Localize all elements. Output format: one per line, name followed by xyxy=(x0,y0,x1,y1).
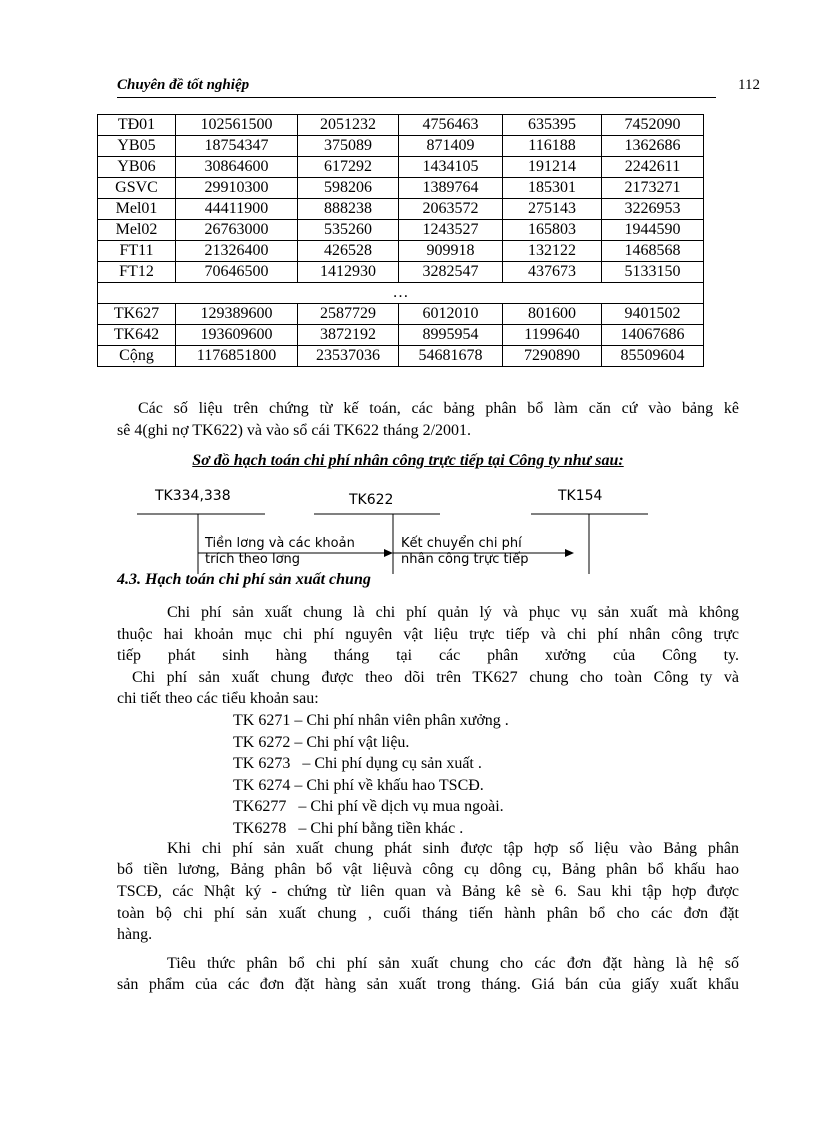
table-ellipsis: … xyxy=(98,283,704,304)
table-cell-code: YB05 xyxy=(98,136,176,157)
table-row xyxy=(98,241,704,262)
table-cell-value: 1243527 xyxy=(399,220,503,241)
allocation-line-2: bổ tiền lương, Bảng phân bổ vật liệuvà công cụ dông cụ, Bảng phân bổ khấu hao xyxy=(117,861,739,878)
table-cell-value: 535260 xyxy=(298,220,399,241)
table-cell-code: FT12 xyxy=(98,262,176,283)
tracking-line-2: chi tiết theo các tiểu khoản sau: xyxy=(117,690,319,707)
allocation-line-1: Khi chi phí sản xuất chung phát sinh được tập hợp số liệu vào Bảng phân xyxy=(167,840,739,857)
table-cell-value: 4756463 xyxy=(399,115,503,136)
account-label-tk622: TK622 xyxy=(349,492,394,508)
list-item: TK 6273 – Chi phí dụng cụ sản xuất . xyxy=(233,755,482,773)
table-cell-value: 3872192 xyxy=(298,325,399,346)
table-row xyxy=(98,325,704,346)
table-cell-value: 1199640 xyxy=(503,325,602,346)
table-cell-value: 801600 xyxy=(503,304,602,325)
table-cell-value: 14067686 xyxy=(602,325,704,346)
allocation-line-4: toàn bộ chi phí sản xuất chung , cuối tháng tiến hành phân bổ cho các đơn đặt xyxy=(117,905,739,922)
criteria-line-2: sản phẩm của các đơn đặt hàng sản xuất trong tháng. Giá bán của giấy xuất khẩu xyxy=(117,976,739,993)
table-cell-value: 1362686 xyxy=(602,136,704,157)
table-cell-value: 85509604 xyxy=(602,346,704,367)
arrow-2-label-line-1: Kết chuyển chi phí xyxy=(401,536,522,551)
table-cell-value: 132122 xyxy=(503,241,602,262)
table-ellipsis-body xyxy=(98,283,704,304)
table-cell-value: 54681678 xyxy=(399,346,503,367)
table-cell-code: Mel02 xyxy=(98,220,176,241)
table-cell-value: 2063572 xyxy=(399,199,503,220)
table-cell-value: 18754347 xyxy=(176,136,298,157)
table-row xyxy=(98,178,704,199)
table-cell-value: 617292 xyxy=(298,157,399,178)
table-cell-value: 5133150 xyxy=(602,262,704,283)
arrow-head-1 xyxy=(384,549,393,557)
table-cell-value: 23537036 xyxy=(298,346,399,367)
table-cell-value: 7452090 xyxy=(602,115,704,136)
tracking-line-1: Chi phí sản xuất chung được theo dõi trên TK627 chung cho toàn Công ty và xyxy=(132,669,739,686)
table-row xyxy=(98,346,704,367)
table-cell-value: 3282547 xyxy=(399,262,503,283)
table-cell-value: 1434105 xyxy=(399,157,503,178)
list-item: TK 6271 – Chi phí nhân viên phân xưởng . xyxy=(233,712,509,729)
table-cell-value: 1412930 xyxy=(298,262,399,283)
table-cell-value: 888238 xyxy=(298,199,399,220)
diagram-title: Sơ đồ hạch toán chi phí nhân công trực tiếp tại Công ty như sau: xyxy=(192,452,624,469)
table-cell-value: 2051232 xyxy=(298,115,399,136)
table-cell-value: 26763000 xyxy=(176,220,298,241)
intro-line-1: Các số liệu trên chứng từ kế toán, các bảng phân bổ làm căn cứ vào bảng kê xyxy=(138,400,739,417)
table-cell-value: 635395 xyxy=(503,115,602,136)
cost-allocation-table xyxy=(97,114,704,367)
table-cell-value: 102561500 xyxy=(176,115,298,136)
definition-line-1: Chi phí sản xuất chung là chi phí quản lý và phục vụ sản xuất mà không xyxy=(167,604,739,621)
table-cell-value: 3226953 xyxy=(602,199,704,220)
table-row xyxy=(98,262,704,283)
table-cell-value: 598206 xyxy=(298,178,399,199)
table-cell-value: 1944590 xyxy=(602,220,704,241)
arrow-1-label-line-2: trích theo lơng xyxy=(205,552,301,567)
account-label-tk154: TK154 xyxy=(558,488,603,504)
page-number: 112 xyxy=(738,77,760,93)
table-cell-value: 426528 xyxy=(298,241,399,262)
table-cell-code: Cộng xyxy=(98,346,176,367)
document-title: Chuyên đề tốt nghiệp xyxy=(117,77,250,93)
allocation-line-3: TSCĐ, các Nhật ký - chứng từ liên quan và Bảng kê sè 6. Sau khi tập hợp được xyxy=(117,883,739,900)
table-cell-value: 165803 xyxy=(503,220,602,241)
table-row xyxy=(98,136,704,157)
table-row xyxy=(98,304,704,325)
table-cell-value: 2173271 xyxy=(602,178,704,199)
table-cell-code: YB06 xyxy=(98,157,176,178)
list-item: TK6278 – Chi phí bằng tiền khác . xyxy=(233,819,464,837)
table-cell-value: 29910300 xyxy=(176,178,298,199)
table-cell-value: 871409 xyxy=(399,136,503,157)
table-row xyxy=(98,115,704,136)
table-cell-value: 1389764 xyxy=(399,178,503,199)
definition-line-3: tiếp phát sinh hàng tháng tại các phân xưởng của Công ty. xyxy=(117,647,739,664)
table-body-bottom xyxy=(98,304,704,367)
table-cell-value: 9401502 xyxy=(602,304,704,325)
table-body-top xyxy=(98,115,704,283)
table-cell-value: 2587729 xyxy=(298,304,399,325)
table-cell-code: TĐ01 xyxy=(98,115,176,136)
table-cell-value: 7290890 xyxy=(503,346,602,367)
table-cell-value: 185301 xyxy=(503,178,602,199)
sub-account-list xyxy=(233,710,509,840)
table-row-ellipsis xyxy=(98,283,704,304)
header-divider xyxy=(117,97,716,98)
table-cell-value: 44411900 xyxy=(176,199,298,220)
table-cell-value: 6012010 xyxy=(399,304,503,325)
section-heading: 4.3. Hạch toán chi phí sản xuất chung xyxy=(117,571,371,588)
table-cell-value: 2242611 xyxy=(602,157,704,178)
account-label-tk334-338: TK334,338 xyxy=(155,488,231,504)
table-cell-value: 1468568 xyxy=(602,241,704,262)
table-cell-code: FT11 xyxy=(98,241,176,262)
list-item: TK 6272 – Chi phí vật liệu. xyxy=(233,733,410,751)
table-row xyxy=(98,199,704,220)
table-cell-value: 70646500 xyxy=(176,262,298,283)
allocation-line-5: hàng. xyxy=(117,926,153,943)
definition-line-2: thuộc hai khoản mục chi phí nguyên vật liệu trực tiếp và chi phí nhân công trực xyxy=(117,626,739,643)
table-cell-code: GSVC xyxy=(98,178,176,199)
table-cell-value: 21326400 xyxy=(176,241,298,262)
table-cell-value: 116188 xyxy=(503,136,602,157)
table-cell-value: 909918 xyxy=(399,241,503,262)
table-cell-value: 129389600 xyxy=(176,304,298,325)
arrow-1-label-line-1: Tiền lơng và các khoản xyxy=(205,536,355,551)
table-cell-value: 8995954 xyxy=(399,325,503,346)
table-row xyxy=(98,220,704,241)
table-cell-value: 1176851800 xyxy=(176,346,298,367)
table-cell-value: 437673 xyxy=(503,262,602,283)
arrow-head-2 xyxy=(565,549,574,557)
table-cell-code: Mel01 xyxy=(98,199,176,220)
arrow-2-label-line-2: nhân công trực tiếp xyxy=(401,552,529,567)
table-row xyxy=(98,157,704,178)
list-item: TK 6274 – Chi phí về khấu hao TSCĐ. xyxy=(233,776,484,794)
table-cell-code: TK642 xyxy=(98,325,176,346)
table-cell-value: 275143 xyxy=(503,199,602,220)
table-cell-value: 193609600 xyxy=(176,325,298,346)
table-cell-value: 191214 xyxy=(503,157,602,178)
intro-line-2: sê 4(ghi nợ TK622) và vào sổ cái TK622 tháng 2/2001. xyxy=(117,422,472,439)
table-cell-value: 30864600 xyxy=(176,157,298,178)
table-cell-value: 375089 xyxy=(298,136,399,157)
list-item: TK6277 – Chi phí về dịch vụ mua ngoài. xyxy=(233,798,504,816)
criteria-line-1: Tiêu thức phân bổ chi phí sản xuất chung cho các đơn đặt hàng là hệ số xyxy=(167,955,739,972)
table-cell-code: TK627 xyxy=(98,304,176,325)
